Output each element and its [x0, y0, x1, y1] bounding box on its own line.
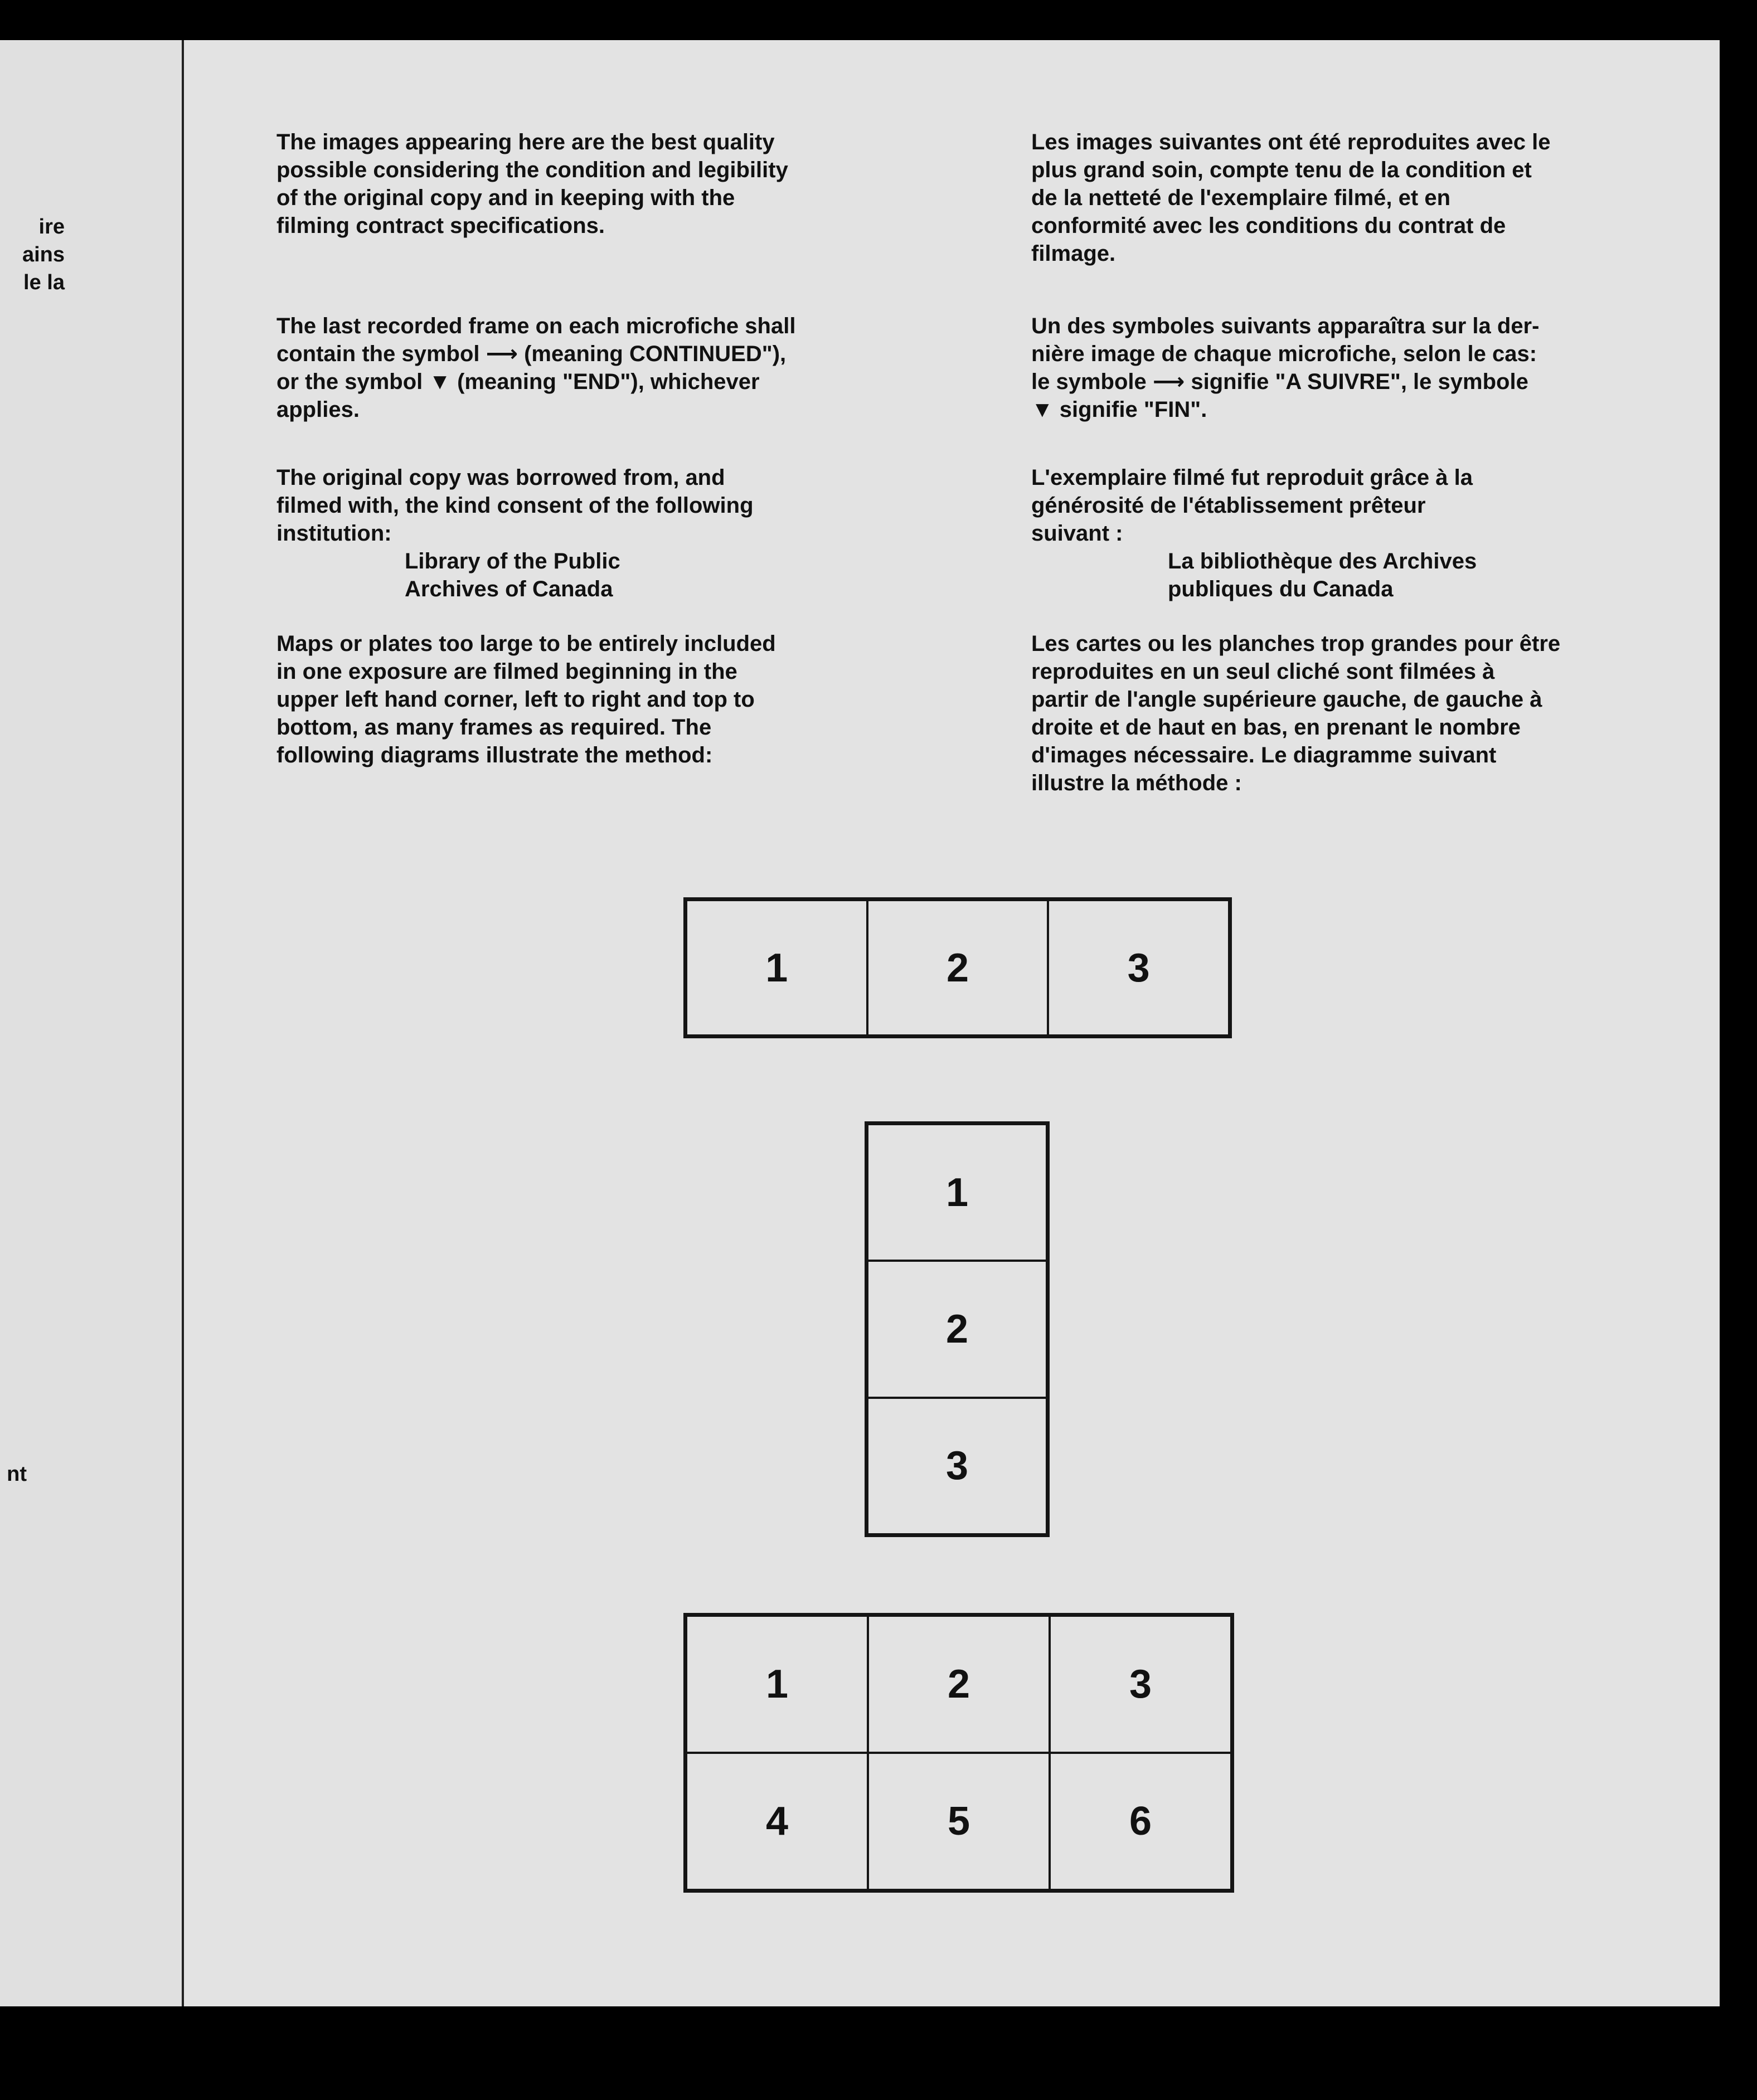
- french-paragraph-maps: Les cartes ou les planches trop grandes pour être reproduites en un seul cliché sont filmées à partir de l'angle supérieure gauche, de gauche à droite et de haut en bas, en prenant le nombre d'images nécessaire. Le diagramme suivant illustre la méthode :: [1031, 631, 1561, 795]
- english-paragraph-symbols: The last recorded frame on each microfiche shall contain the symbol ⟶ (meaning CONTINUED"), or the symbol ▼ (meaning "END"), whichever applies.: [276, 314, 796, 422]
- diagram-horizontal-row: [683, 897, 1232, 1038]
- frame-cell: 2: [867, 1261, 1047, 1397]
- previous-frame-text-top: ire ains le la: [22, 215, 65, 294]
- frame-cell: 2: [867, 900, 1049, 1036]
- frame-cell: 1: [686, 1616, 868, 1753]
- frame-cell: 2: [868, 1616, 1050, 1753]
- frame-cell: 6: [1050, 1753, 1231, 1890]
- microfiche-target-page: [0, 40, 1720, 2006]
- frame-cell: 1: [867, 1124, 1047, 1261]
- frame-cell: 3: [867, 1398, 1047, 1534]
- frame-cell: 3: [1050, 1616, 1231, 1753]
- frame-cell: 4: [686, 1753, 868, 1890]
- diagram-vertical-column: [865, 1121, 1050, 1537]
- previous-frame-text-bottom: nt: [7, 1462, 27, 1486]
- french-institution-name: La bibliothèque des Archives publiques du Canada: [1168, 549, 1477, 601]
- frame-cell: 5: [868, 1753, 1050, 1890]
- english-paragraph-maps: Maps or plates too large to be entirely included in one exposure are filmed beginning in the upper left hand corner, left to right and top to bottom, as many frames as required. The following diagrams illustrate the method:: [276, 631, 776, 767]
- french-paragraph-institution: L'exemplaire filmé fut reproduit grâce à la générosité de l'établissement prêteur suivant : La bibliothèque des Archives publiques du Canada: [1031, 464, 1622, 603]
- french-paragraph-quality: Les images suivantes ont été reproduites avec le plus grand soin, compte tenu de la condition et de la netteté de l'exemplaire filmé, et en conformité avec les conditions du contrat de filmage.: [1031, 130, 1551, 266]
- frame-cell: 1: [686, 900, 867, 1036]
- english-institution-name: Library of the Public Archives of Canada: [405, 549, 620, 601]
- english-paragraph-institution: The original copy was borrowed from, and filmed with, the kind consent of the following institution: Library of the Public Archives of Canada: [276, 464, 867, 603]
- frame-cell: 3: [1048, 900, 1229, 1036]
- french-paragraph-symbols: Un des symboles suivants apparaîtra sur la der- nière image de chaque microfiche, selon le cas: le symbole ⟶ signifie "A SUIVRE", le symbole ▼ signifie "FIN".: [1031, 314, 1540, 422]
- english-paragraph-quality: The images appearing here are the best quality possible considering the condition and legibility of the original copy and in keeping with the filming contract specifications.: [276, 130, 788, 238]
- diagram-grid: [683, 1613, 1234, 1893]
- previous-frame-strip: [0, 40, 184, 2006]
